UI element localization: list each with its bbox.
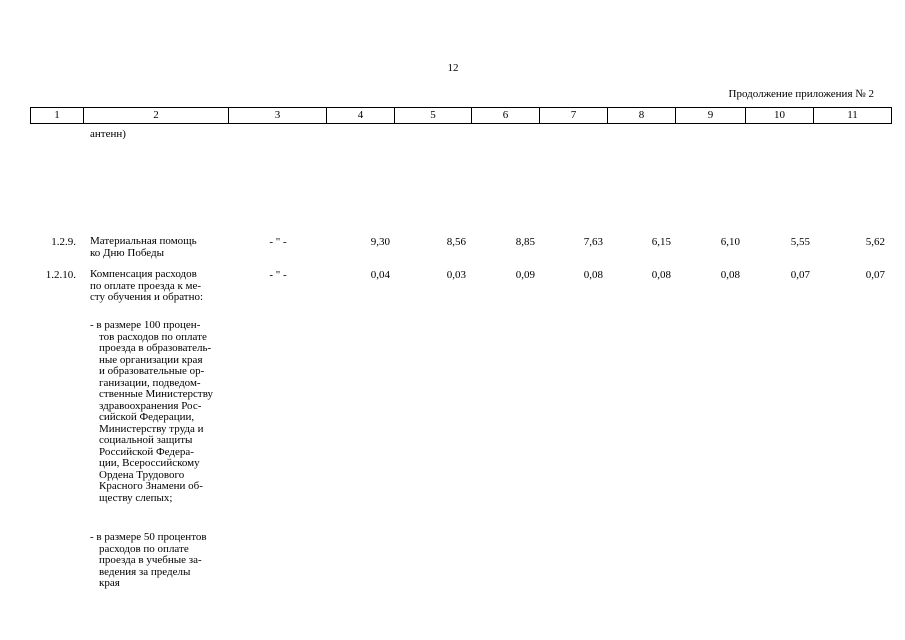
row-value: 0,03: [446, 269, 466, 281]
column-header: 1: [31, 108, 84, 124]
row-value: 5,55: [790, 236, 810, 248]
sub-item-line: здравоохранения Рос-: [99, 399, 202, 412]
row-value: 6,15: [651, 236, 671, 248]
sub-item-line: расходов по оплате: [99, 542, 189, 555]
row-unit: - " -: [269, 269, 287, 281]
column-header: 8: [608, 108, 676, 124]
row-value: 7,63: [583, 236, 603, 248]
sub-item-50-percent: [90, 532, 207, 590]
row-name-line: ко Дню Победы: [90, 246, 165, 259]
sub-item-line: проезда в образователь-: [99, 342, 212, 354]
column-header-table: [30, 107, 892, 124]
column-header: 6: [472, 108, 540, 124]
row-value: 0,09: [515, 269, 535, 281]
row-value: 5,62: [865, 236, 885, 248]
sub-item-line: ществу слепых;: [99, 491, 173, 504]
column-header: 4: [327, 108, 395, 124]
row-value: 0,04: [370, 269, 390, 281]
sub-item-100-percent: [90, 320, 213, 504]
sub-item-line: сийской Федерации,: [99, 411, 195, 423]
row-value: 0,08: [720, 269, 740, 281]
row-name: [90, 269, 203, 304]
continuation-label: Продолжение приложения № 2: [728, 88, 874, 100]
sub-item-line: края: [99, 577, 120, 589]
sub-item-line: - в размере 100 процен-: [90, 319, 201, 331]
row-value: 8,85: [515, 236, 535, 248]
column-header: 9: [676, 108, 746, 124]
sub-item-line: ственные Министерству: [99, 388, 214, 400]
row-code: 1.2.10.: [45, 269, 76, 281]
row-name: [90, 236, 197, 259]
sub-item-line: ции, Всероссийскому: [99, 457, 200, 469]
sub-item-line: Министерству труда и: [99, 422, 204, 435]
row-name-line: Материальная помощь: [90, 235, 197, 247]
column-header: 11: [814, 108, 892, 124]
column-header: 5: [395, 108, 472, 124]
carryover-text: антенн): [90, 128, 126, 140]
row-code: 1.2.9.: [51, 236, 76, 248]
row-name-line: по оплате проезда к ме-: [90, 279, 202, 292]
row-value: 0,08: [583, 269, 603, 281]
column-header: 7: [540, 108, 608, 124]
row-value: 0,08: [651, 269, 671, 281]
row-name-line: сту обучения и обратно:: [90, 291, 204, 303]
row-value: 0,07: [865, 269, 885, 281]
column-header: 2: [84, 108, 229, 124]
sub-item-line: Ордена Трудового: [99, 468, 185, 481]
row-value: 8,56: [446, 236, 466, 248]
row-name-line: Компенсация расходов: [90, 268, 197, 280]
row-unit: - " -: [269, 236, 287, 248]
row-value: 0,07: [790, 269, 810, 281]
sub-item-line: ганизации, подведом-: [99, 376, 201, 389]
column-header: 3: [229, 108, 327, 124]
sub-item-line: - в размере 50 процентов: [90, 531, 207, 543]
page-number: 12: [447, 62, 459, 74]
sub-item-line: ведения за пределы: [99, 565, 191, 578]
sub-item-line: ные организации края: [99, 353, 203, 366]
sub-item-line: и образовательные ор-: [99, 365, 205, 377]
row-value: 6,10: [720, 236, 740, 248]
sub-item-line: тов расходов по оплате: [99, 330, 207, 343]
sub-item-line: социальной защиты: [99, 434, 193, 446]
column-header: 10: [746, 108, 814, 124]
sub-item-line: Красного Знамени об-: [99, 480, 203, 492]
sub-item-line: проезда в учебные за-: [99, 554, 202, 566]
row-value: 9,30: [370, 236, 390, 248]
sub-item-line: Российской Федера-: [99, 445, 194, 458]
